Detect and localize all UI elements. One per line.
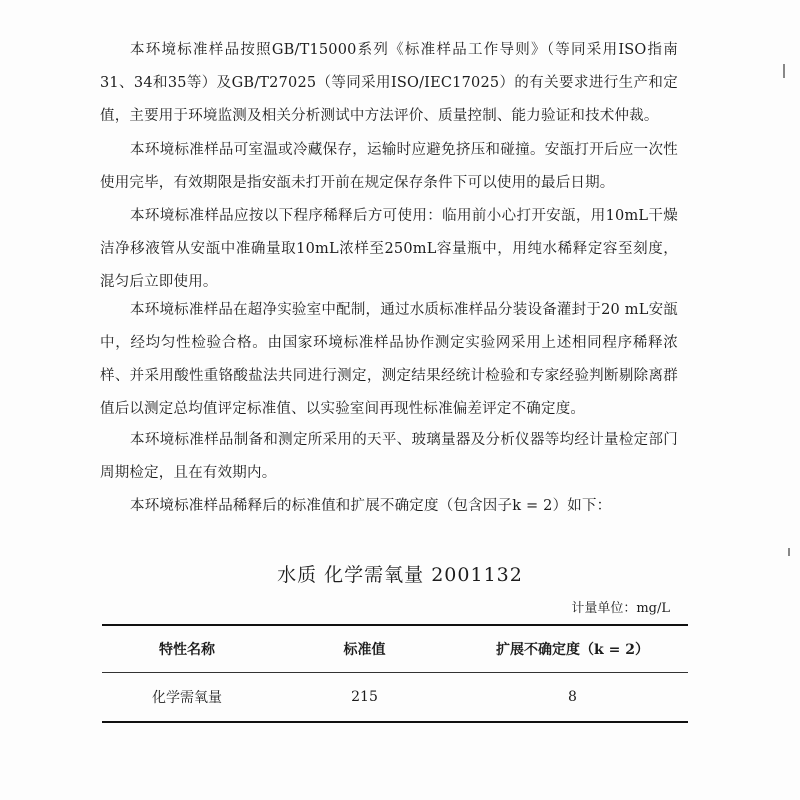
cell-uncertainty: 8: [568, 689, 577, 705]
paragraph-preparation: 本环境标准样品在超净实验室中配制，通过水质标准样品分装设备灌封于20 mL安瓿中，经均匀性检验合格。由国家环境标准样品协作测定实验网采用上述相同程序稀释浓样、并采用酸性重铬酸盐法共同进行测定，测定结果经统计检验和专家经验判断剔除离群值后以测定总均值评定标准值、以实验室间再现性标准偏差评定不确定度。: [100, 302, 678, 417]
header-characteristic: 特性名称: [159, 642, 215, 658]
unit-note: 计量单位：mg/L: [571, 601, 670, 616]
scan-artifact: [788, 548, 790, 556]
table-body: [102, 673, 688, 723]
cell-characteristic: 化学需氧量: [152, 690, 222, 706]
header-uncertainty: 扩展不确定度（k = 2）: [496, 642, 649, 658]
standard-value-table: [102, 624, 688, 723]
paragraph-production: 本环境标准样品按照GB/T15000系列《标准样品工作导则》（等同采用ISO指南31、34和35等）及GB/T27025（等同采用ISO/IEC17025）的有关要求进行生产和定值，主要用于环境监测及相关分析测试中方法评价、质量控制、能力验证和技术仲裁。: [100, 42, 678, 124]
table-header-row: [102, 625, 688, 673]
paragraph-values-intro: 本环境标准样品稀释后的标准值和扩展不确定度（包含因子k = 2）如下：: [130, 498, 612, 514]
paragraph-calibration: 本环境标准样品制备和测定所采用的天平、玻璃量器及分析仪器等均经计量检定部门周期检定，且在有效期内。: [100, 432, 678, 481]
table-row: [102, 673, 688, 723]
cell-standard-value: 215: [351, 689, 378, 705]
table-title: 水质 化学需氧量 2001132: [277, 564, 523, 586]
paragraph-storage: 本环境标准样品可室温或冷藏保存，运输时应避免挤压和碰撞。安瓿打开后应一次性使用完毕，有效期限是指安瓿未打开前在规定保存条件下可以使用的最后日期。: [100, 142, 678, 191]
table-header: [102, 625, 688, 673]
header-standard-value: 标准值: [343, 642, 386, 658]
scan-artifact: [783, 64, 785, 78]
paragraph-dilution: 本环境标准样品应按以下程序稀释后方可使用：临用前小心打开安瓿，用10mL干燥洁净移液管从安瓿中准确量取10mL浓样至250mL容量瓶中，用纯水稀释定容至刻度，混匀后立即使用。: [100, 208, 678, 290]
